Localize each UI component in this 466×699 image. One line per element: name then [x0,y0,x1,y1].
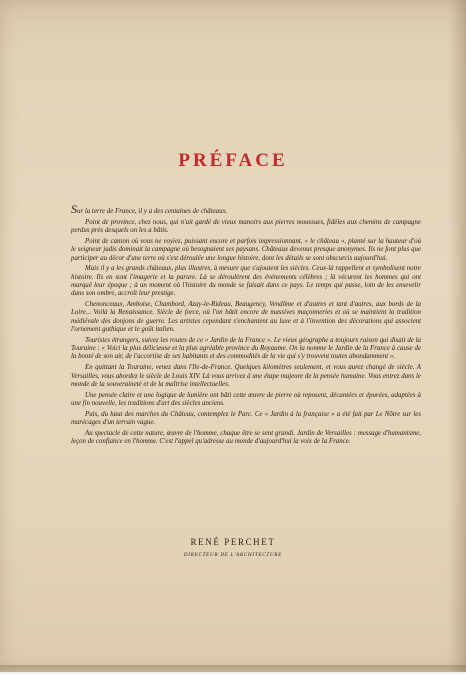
paragraph: Puis, du haut des marches du Château, contemplez le Parc. Ce « Jardin à la française » a été fait par Le Nôtre sur les marécages d'un terrain vague. [71,410,421,427]
paragraph: Point de province, chez nous, qui n'ait gardé de vieux manoirs aux pierres moussues, fidèles aux chemins de campagne perdus près desquels on les a bâtis. [71,218,421,235]
paragraph: Point de canton où vous ne voyiez, puissant encore et parfois impressionnant, « le château », planté sur la hauteur d'où le seigneur jadis dominait la campagne où besognaient ses paysans. Châteaux devenus presque anonymes. Ils ne font plus que participer au décor d'une terre où s'est déroulée une longue histoire, dont les détails se sont obscurcis aujourd'hui. [71,237,421,262]
paragraph: Chenonceaux, Amboise, Chambord, Azay-le-Rideau, Beaugency, Vendôme et d'autres et tant d'autres, aux bords de la Loire... Voilà la Renaissance. Siècle de force, où l'on bâtit encore de massives maçonneries et où se maintient la tradition médiévale des donjons de guerre. Les artistes cependant s'enchantent au luxe et à l'invention des décorations qui associent l'ornement gothique et le goût italien. [71,301,421,334]
page-title: PRÉFACE [178,150,288,171]
paragraph-text: ur la terre de France, il y a des centaines de châteaux. [77,208,228,215]
page-bottom-shadow [0,665,466,675]
paragraph: Au spectacle de cette nature, œuvre de l'homme, chaque être se sent grandi. Jardin de Versailles : message d'humanisme, leçon de confiance en l'homme. C'est l'appel qu'adresse au monde d'aujourd'hui la voix de la France. [71,429,421,446]
preface-body [71,202,421,449]
paragraph: En quittant la Touraine, venez dans l'Ile-de-France. Quelques kilomètres seulement, et vous aurez changé de siècle. A Versailles, vous abordez le siècle de Louis XIV. Là vous arrivez à une étape majeure de la pensée humaine. Vous entrez dans le monde de la souveraineté et de la maîtrise intellectuelles. [71,364,421,388]
page-edge-shadow [448,0,466,672]
paragraph: Touristes étrangers, suivez les routes de ce « Jardin de la France ». Le vieux géographe a toujours raison qui disait de la Touraine : « Voici la plus délicieuse et la plus agréable province du Royaume. On la nomme le Jardin de la France à cause de la bonté de son air, de l'accortise de ses habitants et des commodités de la vie qui s'y trouvent toutes abondamment ». [71,336,421,361]
paragraph: Mais il y a les grands châteaux, plus illustres, à mesure que s'ajoutent les siècles. Ceux-là rappellent et symbolisent notre histoire. Ils en sont l'imagerie et la parure. Là se déroulèrent des événements célèbres ; là vécurent les hommes qui ont marqué leur époque ; à un moment où l'histoire du monde se faisait dans ce pays. Le temps qui passe, loin de les ensevelir dans son ombre, accroît leur prestige. [71,265,421,298]
paragraph [71,202,421,216]
drop-cap: S [71,202,77,216]
paragraph: Une pensée claire et une logique de lumière ont bâti cette œuvre de pierre où reposent, décantées et épurées, adaptées à une fin nouvelle, les traditions d'art des siècles anciens. [71,391,421,407]
author-signature: RENÉ PERCHET [190,537,276,547]
author-role: DIRECTEUR DE L'ARCHITECTURE [183,553,283,558]
